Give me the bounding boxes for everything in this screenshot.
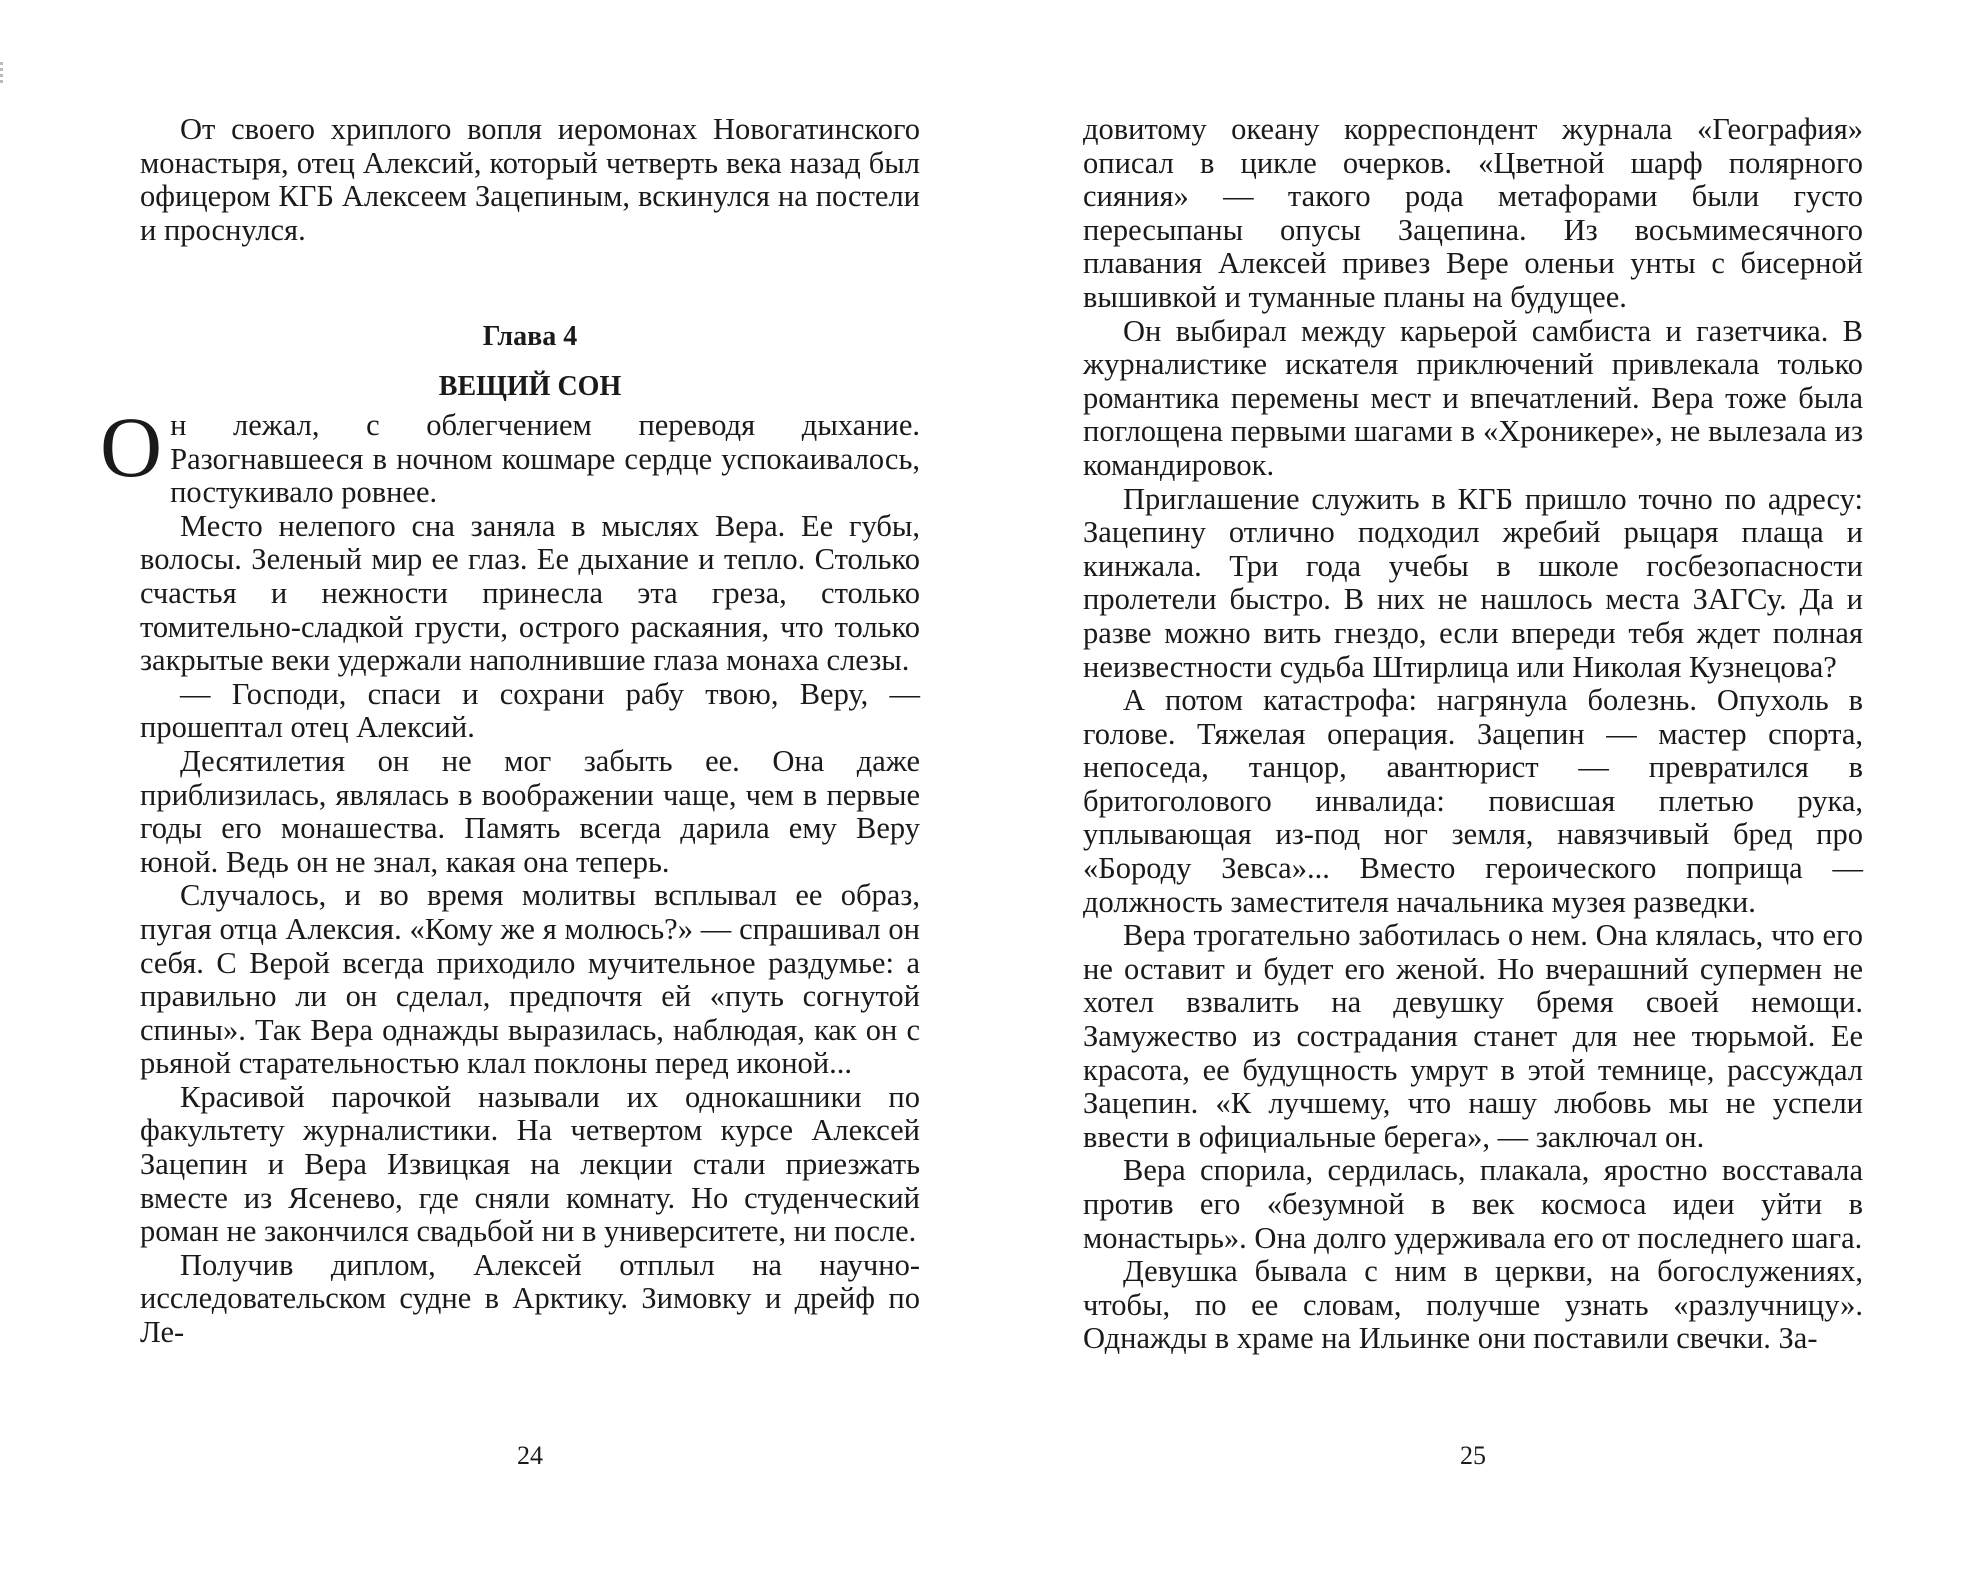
paragraph: Случалось, и во время молитвы всплывал ее образ, пугая отца Алексия. «Кому же я молюсь?» — спрашивал он себя. С Верой всегда приходило мучительное раздумье: а правильно ли он сделал, предпочтя ей «путь согнутой спины». Так Вера однажды выразилась, наблюдая, как он с рьяной старательностью клал поклоны перед иконой... [140,878,920,1081]
first-paragraph [100,399,920,510]
paragraph: Вера трогательно заботилась о нем. Она клялась, что его не оставит и будет его женой. Но вчерашний супермен не хотел взвалить на девушку бремя своей немощи. Замужество из сострадания станет для нее тюрьмой. Ее красота, ее будущность умрут в этой темнице, рассуждал Зацепин. «К лучшему, что нашу любовь мы не успели ввести в официальные берега», — заключал он. [1083,918,1863,1154]
drop-cap: О [100,399,163,495]
paragraph: Вера спорила, сердилась, плакала, яростно восставала против его «безумной в век космоса идеи уйти в монастырь». Она долго удерживала его от последнего шага. [1083,1153,1863,1255]
paragraph: А потом катастрофа: нагрянула болезнь. Опухоль в голове. Тяжелая операция. Зацепин — мастер спорта, непоседа, танцор, авантюрист — превратился в бритоголового инвалида: повисшая плетью рука, уплывающая из-под ног земля, навязчивый бред про «Бороду Зевса»... Вместо героического поприща — должность заместителя начальника музея разведки. [1083,683,1863,919]
intro-paragraph: От своего хриплого вопля иеромонах Новогатинского монастыря, отец Алексий, который четверть века назад был офицером КГБ Алексеем Зацепиным, вскинулся на постели и проснулся. [140,112,920,247]
left-body-text [100,399,920,1350]
paragraph: Приглашение служить в КГБ пришло точно по адресу: Зацепину отлично подходил жребий рыцаря плаща и кинжала. Три года учебы в школе госбезопасности пролетели быстро. В них не нашлось места ЗАГСу. Да и разве можно вить гнездо, если впереди тебя ждет полная неизвестности судьба Штирлица или Николая Кузнецова? [1083,481,1863,684]
paragraph: Место нелепого сна заняла в мыслях Вера. Ее губы, волосы. Зеленый мир ее глаз. Ее дыхание и тепло. Столько счастья и нежности принесла эта греза, столько томительно-сладкой грусти, острого раскаяния, что только закрытые веки удержали наполнившие глаза монаха слезы. [140,508,920,678]
left-intro-block [140,113,920,247]
continuation-paragraph: довитому океану корреспондент журнала «География» описал в цикле очерков. «Цветной шарф полярного сияния» — такого рода метафорами были густо пересыпаны опусы Зацепина. Из восьмимесячного плавания Алексей привез Вере оленьи унты с бисерной вышивкой и туманные планы на будущее. [1083,112,1863,314]
page-number-left: 24 [517,1441,543,1470]
paragraph: Десятилетия он не мог забыть ее. Она даже приблизилась, являлась в воображении чаще, чем в первые годы его монашества. Память всегда дарила ему Веру юной. Ведь он не знал, какая она теперь. [140,743,920,879]
left-page [100,0,920,1570]
right-body-text [1083,113,1863,1356]
paragraph: — Господи, спаси и сохрани рабу твою, Веру, — прошептал отец Алексий. [140,676,920,745]
scan-edge-mark [0,62,3,84]
paragraph: Девушка бывала с ним в церкви, на богослужениях, чтобы, по ее словам, получше узнать «разлучницу». Однажды в храме на Ильинке они поставили свечки. За- [1083,1254,1863,1356]
chapter-heading [140,312,920,412]
paragraph: Он выбирал между карьерой самбиста и газетчика. В журналистике искателя приключений привлекала только романтика перемены мест и впечатлений. Вера тоже была поглощена первыми шагами в «Хроникере», не вылезала из командировок. [1083,313,1863,482]
paragraph: Красивой парочкой называли их однокашники по факультету журналистики. На четвертом курсе Алексей Зацепин и Вера Извицкая на лекции стали приезжать вместе из Ясенево, где сняли комнату. Но студенческий роман не закончился свадьбой ни в университете, ни после. [140,1079,920,1249]
page-number-right: 25 [1460,1441,1486,1470]
chapter-title: ВЕЩИЙ СОН [438,371,622,402]
right-page [1083,0,1863,1570]
chapter-label: Глава 4 [482,321,578,352]
paragraph: Получив диплом, Алексей отплыл на научно-исследовательском судне в Арктику. Зимовку и дрейф по Ле- [140,1247,920,1350]
first-paragraph-text: н лежал, с облегчением переводя дыхание. Разогнавшееся в ночном кошмаре сердце успокаивалось, постукивало ровнее. [170,408,920,510]
